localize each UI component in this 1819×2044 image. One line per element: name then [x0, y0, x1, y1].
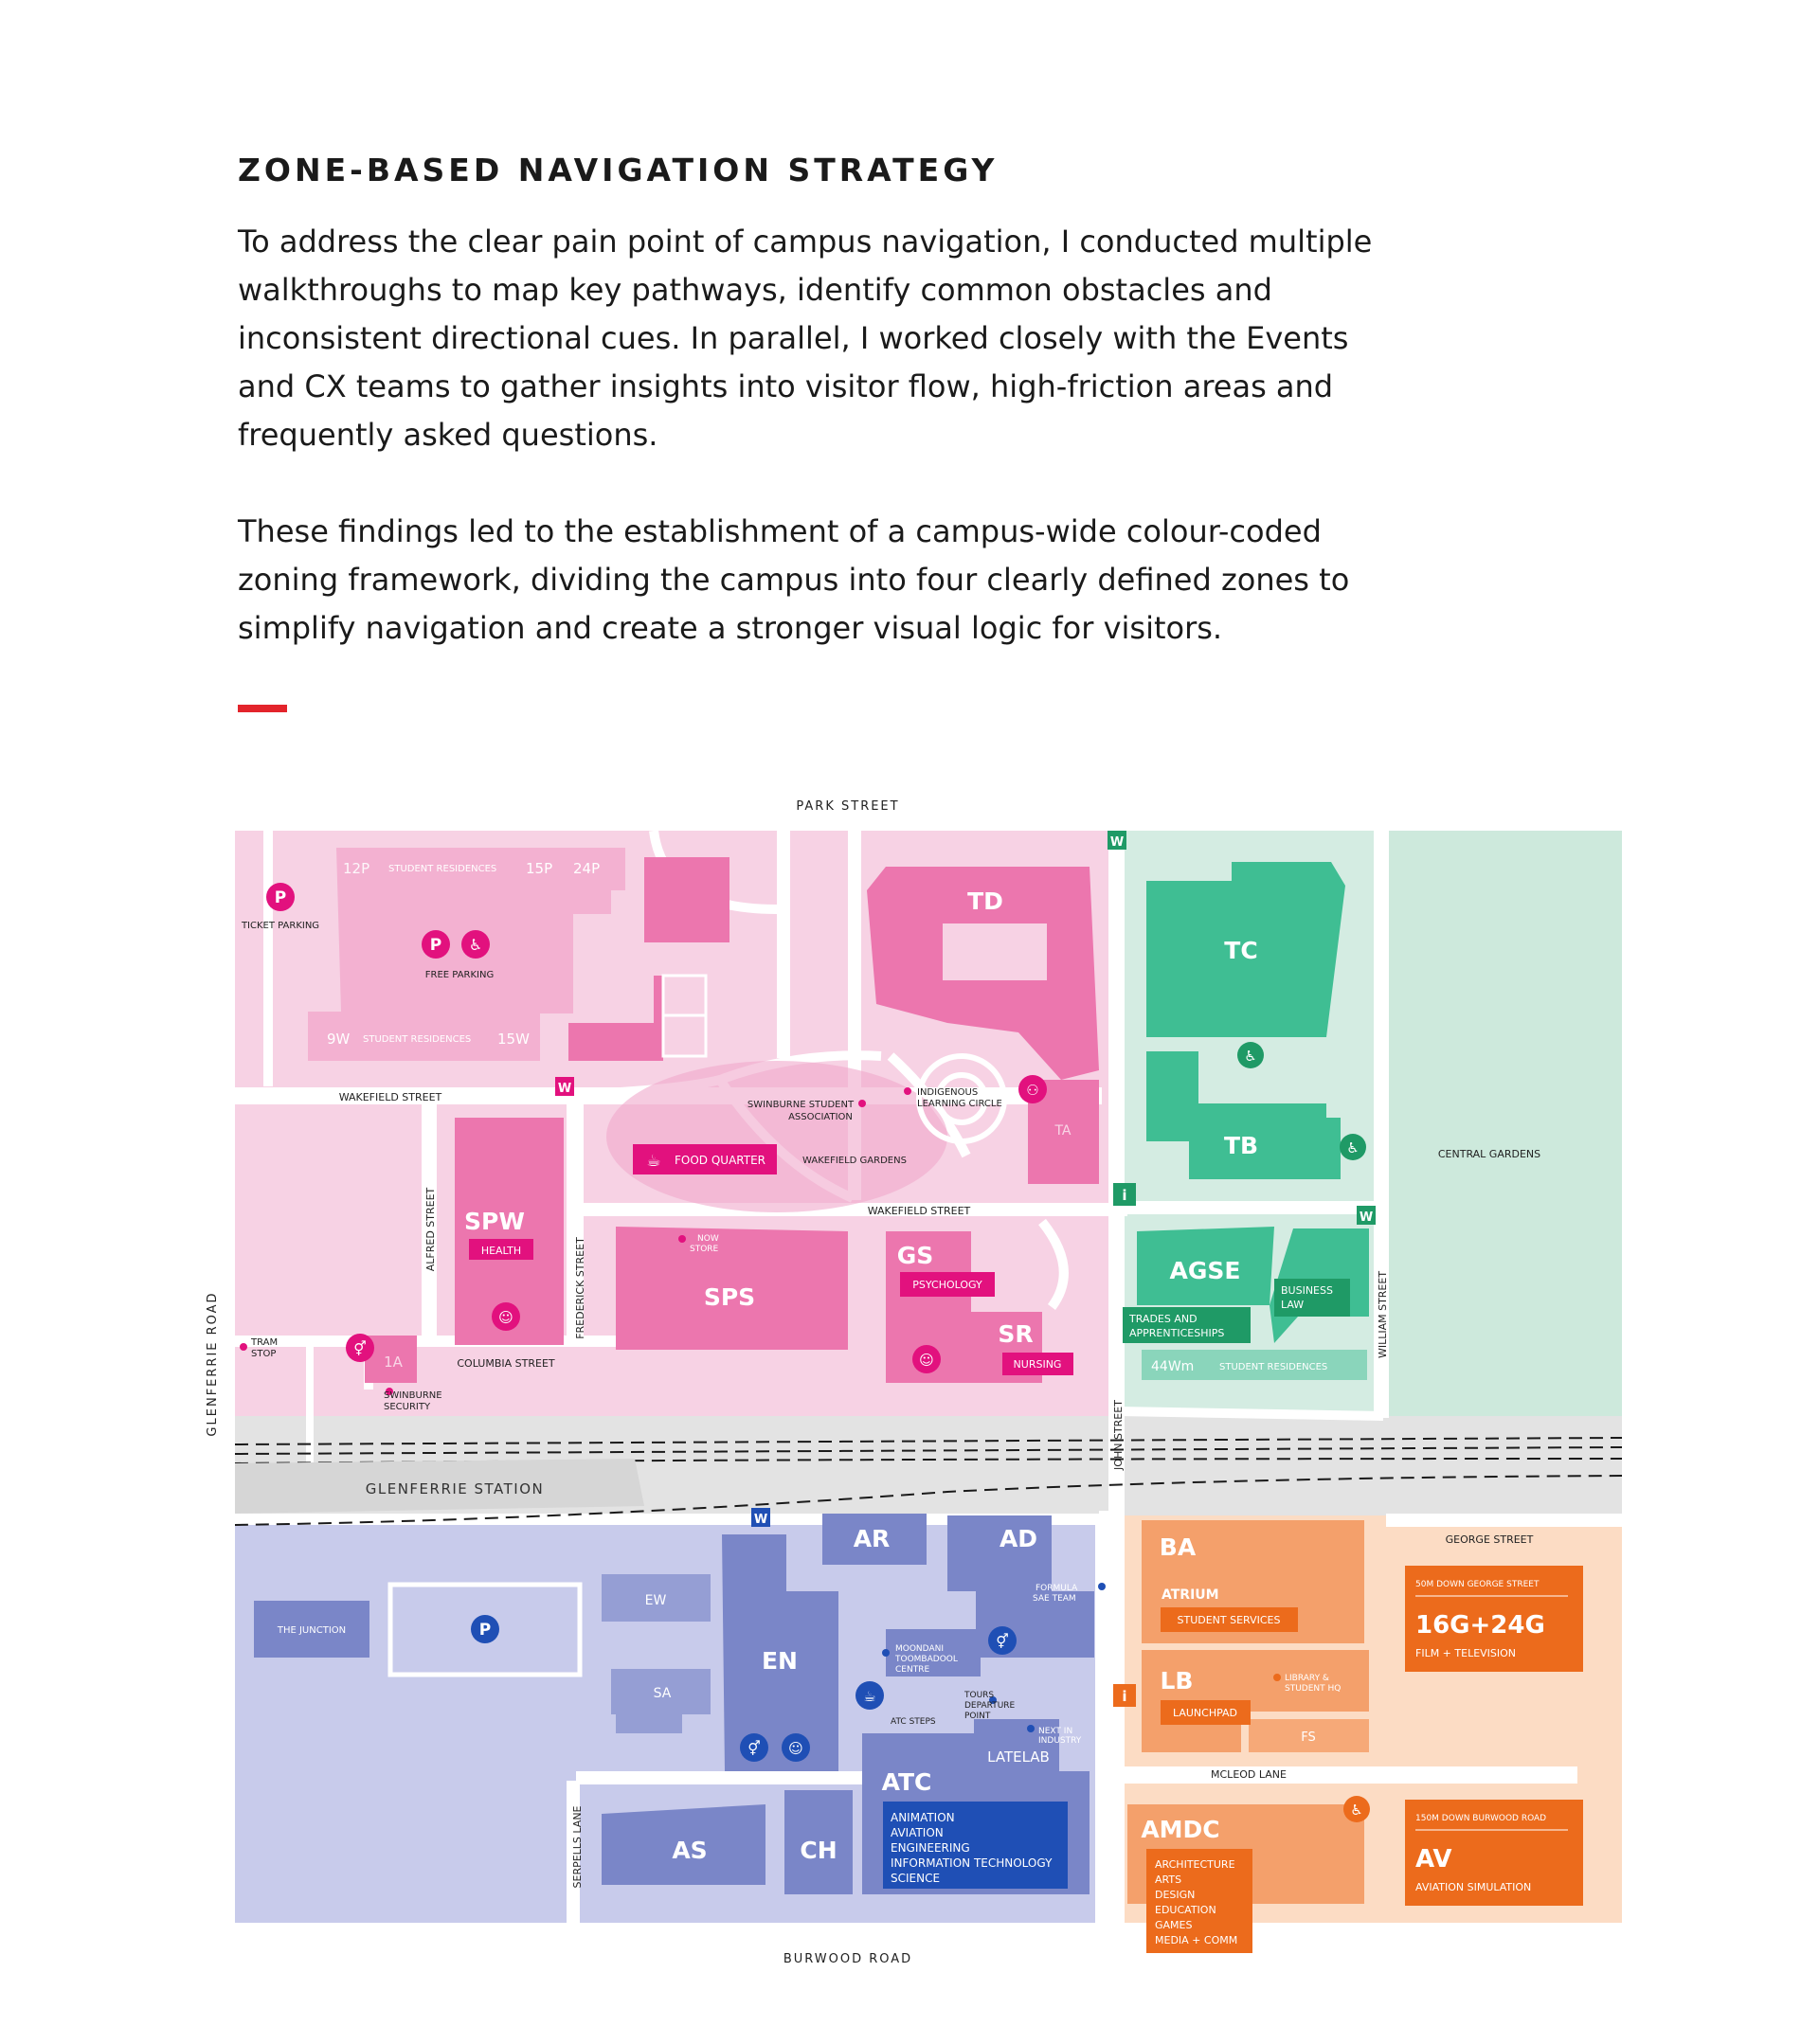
svg-text:P: P [274, 888, 287, 907]
male-female-toilet-icon [988, 1626, 1017, 1655]
svg-text:P: P [478, 1621, 492, 1640]
building-as-label: AS [672, 1837, 708, 1864]
john-street-label: JOHN STREET [1112, 1400, 1125, 1470]
svg-text:W: W [753, 1513, 768, 1527]
wakefield-gardens-lawn [606, 1061, 947, 1212]
wayfinding-marker [1108, 831, 1126, 850]
svg-text:W: W [1359, 1210, 1374, 1225]
security-label: SECURITY [384, 1402, 431, 1412]
residence-label: STUDENT RESIDENCES [363, 1034, 472, 1045]
findings-line: simplify navigation and create a stronger visual logic for visitors. [238, 610, 1223, 646]
tram-stop-marker [240, 1343, 247, 1351]
wayfinding-marker [1357, 1206, 1376, 1225]
cafe-icon: ☕ [646, 1152, 661, 1171]
svg-text:⚇: ⚇ [1026, 1082, 1039, 1099]
ilc-label: INDIGENOUS [917, 1087, 979, 1098]
business-law-label: BUSINESS [1281, 1284, 1333, 1297]
trades-tag-label: TRADES AND [1129, 1313, 1198, 1325]
svg-text:♿: ♿ [468, 936, 483, 954]
accent-divider [238, 705, 287, 712]
building-ta-label: TA [1054, 1123, 1072, 1139]
now-store-label: STORE [690, 1245, 719, 1254]
svg-text:P: P [429, 936, 442, 955]
accessible-icon [1237, 1042, 1264, 1068]
mcleod-lane-label: MCLEOD LANE [1211, 1768, 1287, 1781]
moondani-marker [882, 1649, 890, 1657]
ssa-label: SWINBURNE STUDENT [747, 1100, 855, 1110]
residence-label: STUDENT RESIDENCES [388, 864, 497, 874]
svg-text:W: W [557, 1082, 572, 1096]
william-street-label: WILLIAM STREET [1377, 1270, 1389, 1359]
svg-text:⚥: ⚥ [747, 1740, 761, 1757]
burwood-callout-sub: AVIATION SIMULATION [1415, 1881, 1532, 1893]
atc-faculty: ANIMATION [891, 1811, 955, 1824]
amdc-faculty: ARTS [1155, 1874, 1182, 1886]
wakefield-street-label: WAKEFIELD STREET [338, 1091, 442, 1103]
central-gardens-area [1388, 831, 1622, 1419]
svg-text:i: i [1122, 1688, 1127, 1705]
moondani-label: MOONDANI [895, 1644, 944, 1654]
accessible-icon [1340, 1134, 1366, 1160]
findings-paragraph [238, 508, 1432, 653]
info-marker [1113, 1183, 1136, 1206]
the-junction-label: THE JUNCTION [277, 1625, 347, 1636]
intro-paragraph [238, 218, 1432, 459]
parents-room-icon [782, 1733, 810, 1762]
residence-label: STUDENT RESIDENCES [1219, 1362, 1328, 1372]
intro-line: inconsistent directional cues. In parallel, I worked closely with the Events [238, 320, 1349, 356]
building-lb-label: LB [1160, 1667, 1194, 1694]
george-callout-note: 50M DOWN GEORGE STREET [1415, 1580, 1540, 1589]
cafe-icon [855, 1681, 884, 1710]
parents-room-icon [492, 1302, 520, 1331]
burwood-callout-note: 150M DOWN BURWOOD ROAD [1415, 1814, 1547, 1823]
ticket-parking-label: TICKET PARKING [241, 921, 320, 931]
tours-label: DEPARTURE [964, 1701, 1016, 1711]
george-street-label: GEORGE STREET [1445, 1533, 1534, 1546]
svg-text:☺: ☺ [919, 1352, 934, 1369]
building-sps-label: SPS [703, 1283, 756, 1311]
george-callout-sub: FILM + TELEVISION [1415, 1647, 1517, 1659]
atc-steps-label: ATC STEPS [891, 1717, 936, 1727]
tram-stop-label: TRAM [251, 1337, 279, 1348]
library-label: LIBRARY & [1285, 1674, 1329, 1683]
free-parking-label: FREE PARKING [424, 970, 495, 980]
business-law-label: LAW [1281, 1299, 1305, 1311]
wakefield-gardens-label: WAKEFIELD GARDENS [802, 1156, 907, 1166]
building-sa-label: SA [653, 1686, 672, 1701]
tram-stop-label: STOP [251, 1349, 277, 1359]
food-quarter-label: FOOD QUARTER [675, 1154, 765, 1167]
residence-12p: 12P [343, 860, 370, 877]
ssa-marker [858, 1100, 866, 1107]
security-label: SWINBURNE [384, 1390, 442, 1401]
residence-9w: 9W [327, 1031, 351, 1048]
wayfinding-marker [555, 1077, 574, 1096]
amdc-faculty: GAMES [1155, 1919, 1193, 1931]
now-store-label: NOW [697, 1234, 719, 1244]
formula-sae-label: FORMULA [1036, 1584, 1078, 1593]
info-marker [1113, 1684, 1136, 1707]
atc-faculty: ENGINEERING [891, 1841, 970, 1855]
building-gs-label: GS [896, 1242, 934, 1269]
next-industry-label: INDUSTRY [1038, 1736, 1082, 1746]
svg-text:⚥: ⚥ [353, 1340, 367, 1357]
formula-sae-label: SAE TEAM [1033, 1594, 1076, 1604]
male-female-toilet-icon [740, 1733, 768, 1762]
intro-line: frequently asked questions. [238, 417, 658, 453]
intro-line: walkthroughs to map key pathways, identify common obstacles and [238, 272, 1272, 308]
george-callout-title: 16G+24G [1415, 1611, 1545, 1640]
building-fs-label: FS [1301, 1730, 1316, 1745]
frederick-street-label: FREDERICK STREET [574, 1237, 586, 1339]
psychology-tag-label: PSYCHOLOGY [912, 1279, 982, 1291]
svg-text:⚥: ⚥ [996, 1633, 1009, 1650]
moondani-label: CENTRE [895, 1665, 930, 1675]
moondani-label: TOOMBADOOL [895, 1655, 958, 1664]
next-industry-label: NEXT IN [1038, 1727, 1073, 1736]
building-atc-label: ATC [881, 1768, 932, 1796]
building-ew-label: EW [644, 1593, 667, 1608]
building-en-label: EN [761, 1647, 799, 1675]
parking-icon [422, 930, 450, 959]
library-marker [1273, 1674, 1281, 1681]
amdc-faculty: MEDIA + COMM [1155, 1934, 1238, 1946]
amdc-faculty: DESIGN [1155, 1889, 1196, 1901]
svg-text:☺: ☺ [788, 1740, 803, 1757]
parking-icon [471, 1615, 499, 1643]
ssa-label: ASSOCIATION [788, 1112, 853, 1122]
ilc-label: LEARNING CIRCLE [917, 1099, 1002, 1109]
central-gardens-label: CENTRAL GARDENS [1437, 1148, 1541, 1160]
burwood-callout-title: AV [1415, 1845, 1452, 1874]
building-ba-label: BA [1159, 1533, 1197, 1561]
td-courtyard [943, 923, 1047, 980]
building-ar-label: AR [853, 1525, 891, 1552]
formula-sae-marker [1098, 1583, 1106, 1590]
alfred-street-label: ALFRED STREET [424, 1187, 437, 1272]
svg-text:♿: ♿ [1346, 1139, 1360, 1156]
accessible-icon [461, 930, 490, 959]
amdc-faculty: ARCHITECTURE [1155, 1858, 1235, 1871]
building-annex [644, 857, 729, 942]
toilet-icon [346, 1334, 374, 1362]
svg-text:i: i [1122, 1187, 1127, 1204]
residence-24p: 24P [573, 860, 601, 877]
intro-line: and CX teams to gather insights into visitor flow, high-friction areas and [238, 368, 1334, 404]
wakefield-street-label: WAKEFIELD STREET [867, 1205, 971, 1217]
svg-text:☕: ☕ [863, 1688, 876, 1705]
nursing-tag-label: NURSING [1013, 1358, 1062, 1371]
atrium-label: ATRIUM [1162, 1587, 1219, 1603]
serpells-lane-label: SERPELLS LANE [571, 1805, 584, 1889]
page-heading: ZONE-BASED NAVIGATION STRATEGY [238, 152, 999, 188]
tours-label: TOURS [964, 1691, 995, 1700]
atc-faculty: INFORMATION TECHNOLOGY [891, 1856, 1053, 1870]
restroom-icon [1018, 1075, 1047, 1103]
burwood-road-label: BURWOOD ROAD [783, 1952, 913, 1966]
station-label: GLENFERRIE STATION [365, 1480, 545, 1497]
launchpad-label: LAUNCHPAD [1172, 1707, 1238, 1719]
parents-room-icon [912, 1345, 941, 1373]
glenferrie-road-label: GLENFERRIE ROAD [206, 1291, 220, 1437]
trades-tag-label: APPRENTICESHIPS [1129, 1327, 1225, 1339]
svg-text:♿: ♿ [1350, 1802, 1363, 1819]
findings-line: zoning framework, dividing the campus into four clearly defined zones to [238, 562, 1350, 598]
residence-15p: 15P [526, 860, 553, 877]
building-ad-label: AD [999, 1525, 1038, 1552]
now-store-marker [678, 1235, 686, 1243]
building-tc-label: TC [1224, 937, 1258, 964]
ilc-marker [904, 1087, 911, 1095]
building-sr-label: SR [998, 1320, 1034, 1348]
tours-label: POINT [964, 1712, 991, 1721]
residence-44wm: 44Wm [1151, 1359, 1195, 1374]
library-label: STUDENT HQ [1285, 1684, 1342, 1694]
campus-map [189, 781, 1667, 1984]
building-1a-label: 1A [384, 1354, 403, 1371]
student-services-label: STUDENT SERVICES [1177, 1614, 1281, 1626]
columbia-street-label: COLUMBIA STREET [457, 1357, 555, 1370]
building-spw-label: SPW [464, 1208, 525, 1235]
park-street-label: PARK STREET [796, 799, 900, 814]
building-agse-label: AGSE [1169, 1257, 1241, 1284]
wayfinding-marker [751, 1508, 770, 1527]
latelab-label: LATELAB [987, 1748, 1050, 1766]
findings-line: These findings led to the establishment of a campus-wide colour-coded [238, 513, 1322, 549]
building-td-label: TD [967, 888, 1003, 915]
accessible-icon [1343, 1796, 1370, 1822]
svg-text:☺: ☺ [498, 1309, 513, 1326]
building-tb-label: TB [1223, 1132, 1259, 1159]
atc-faculty: AVIATION [891, 1826, 944, 1839]
residence-15w: 15W [497, 1031, 530, 1048]
amdc-faculty: EDUCATION [1155, 1904, 1216, 1916]
intro-line: To address the clear pain point of campus navigation, I conducted multiple [238, 224, 1373, 260]
svg-text:♿: ♿ [1244, 1048, 1257, 1065]
svg-text:W: W [1109, 835, 1125, 850]
building-amdc-label: AMDC [1141, 1816, 1220, 1843]
parking-icon [266, 883, 295, 911]
garden-path [1118, 1411, 1383, 1416]
building-ch-label: CH [800, 1837, 837, 1864]
atc-faculty: SCIENCE [891, 1872, 941, 1885]
health-tag-label: HEALTH [480, 1245, 522, 1257]
next-industry-marker [1027, 1725, 1035, 1732]
